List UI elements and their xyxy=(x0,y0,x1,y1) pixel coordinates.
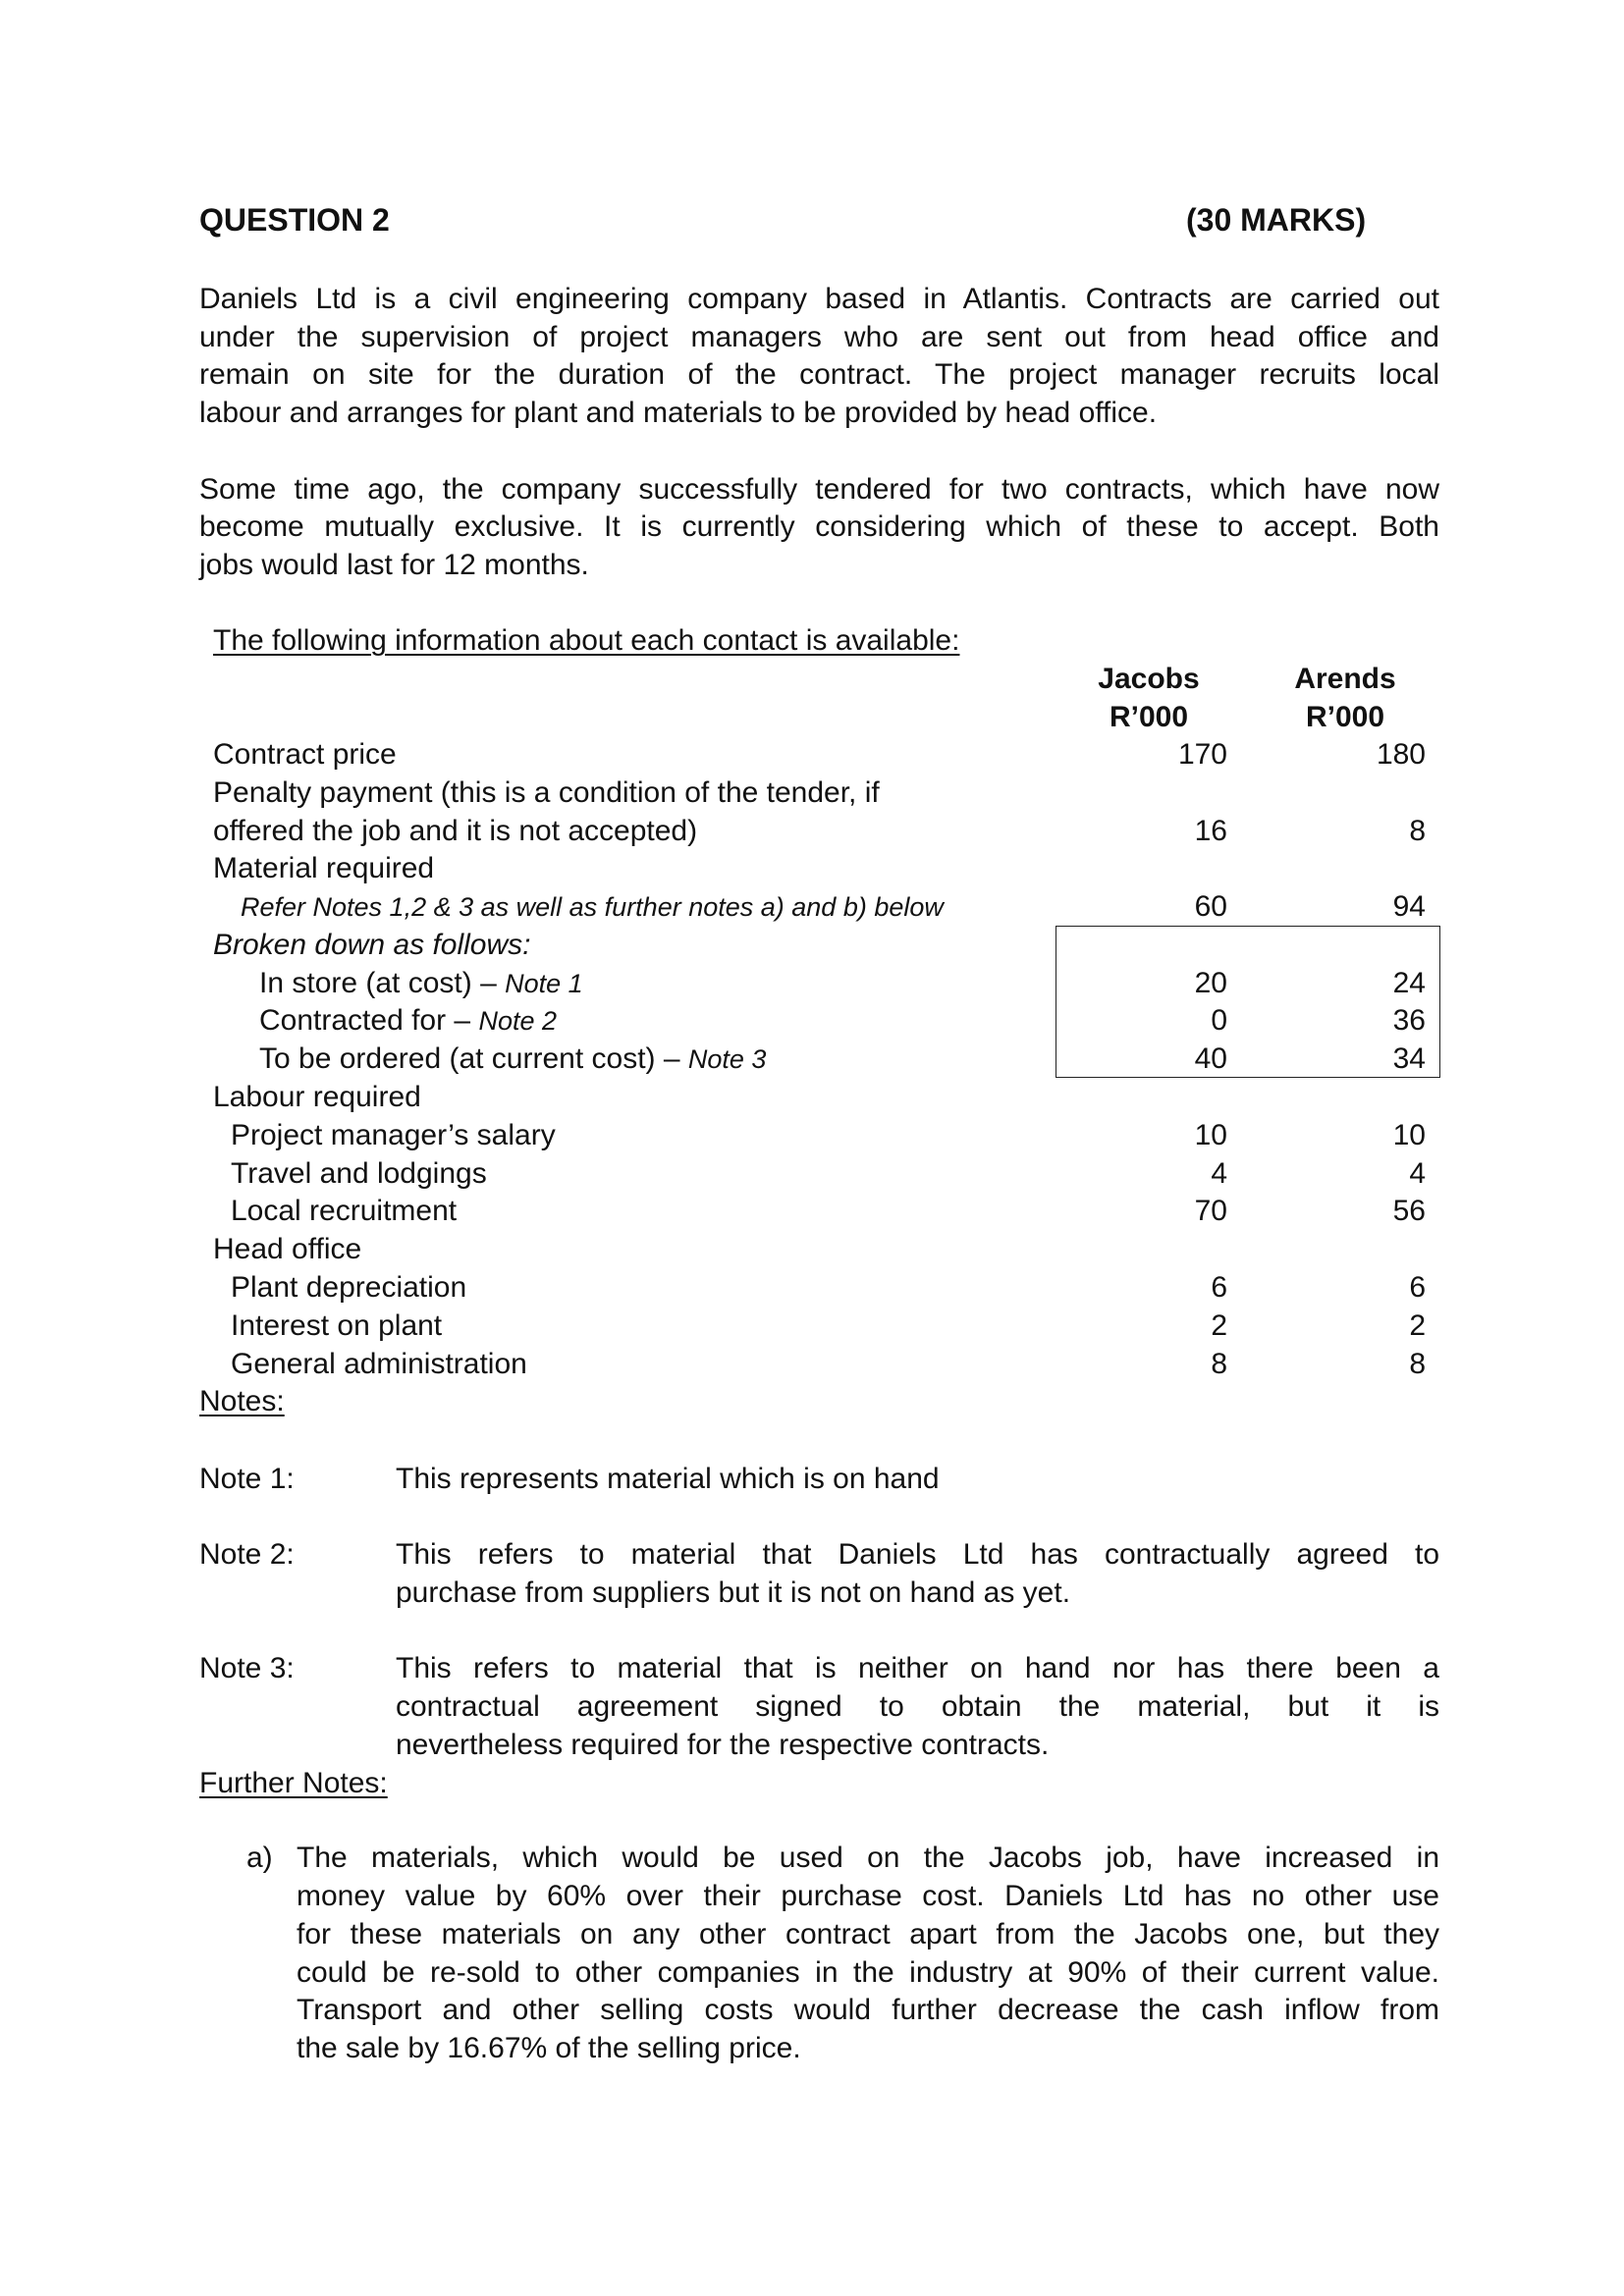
paragraph-line: labour and arranges for plant and materials to be provided by head office. xyxy=(199,397,1158,429)
row-label: Local recruitment xyxy=(231,1195,458,1227)
row-label: Contract price xyxy=(213,738,397,771)
row-label: Travel and lodgings xyxy=(231,1157,487,1190)
row-label: Penalty payment (this is a condition of the tender, if xyxy=(213,776,880,809)
further-note-text: for these materials on any other contract apart from the Jacobs one, but they xyxy=(297,1918,1439,1950)
note-text: This refers to material that Daniels Ltd has contractually agreed to xyxy=(396,1538,1439,1571)
note-reference: Note 2 xyxy=(478,1006,558,1036)
further-notes-heading: Further Notes: xyxy=(199,1767,388,1799)
further-note-text: could be re-sold to other companies in the industry at 90% of their current value. xyxy=(297,1956,1439,1989)
paragraph-line: Some time ago, the company successfully tendered for two contracts, which have now xyxy=(199,473,1439,506)
value-arends: 94 xyxy=(1392,890,1426,923)
note-text: nevertheless required for the respective contracts. xyxy=(396,1729,1050,1761)
value-jacobs: 8 xyxy=(1211,1348,1227,1380)
note-label: Note 3: xyxy=(199,1652,295,1684)
value-arends: 36 xyxy=(1392,1004,1426,1037)
value-arends: 2 xyxy=(1409,1309,1426,1342)
paragraph-line: become mutually exclusive. It is currently considering which of these to accept. Both xyxy=(199,510,1439,543)
value-jacobs: 40 xyxy=(1194,1042,1227,1075)
question-title: QUESTION 2 xyxy=(199,202,390,238)
value-arends: 8 xyxy=(1409,1348,1426,1380)
note-label: Note 2: xyxy=(199,1538,295,1571)
value-jacobs: 6 xyxy=(1211,1271,1227,1304)
row-label-text: In store (at cost) – xyxy=(259,967,506,999)
note-label: Note 1: xyxy=(199,1463,295,1495)
row-label: Plant depreciation xyxy=(231,1271,467,1304)
note-text: purchase from suppliers but it is not on hand as yet. xyxy=(396,1576,1071,1609)
further-note-text: the sale by 16.67% of the selling price. xyxy=(297,2032,801,2064)
note-text: This refers to material that is neither on hand nor has there been a xyxy=(396,1652,1439,1684)
row-label: Head office xyxy=(213,1233,362,1265)
row-label xyxy=(259,1041,766,1078)
note-text: contractual agreement signed to obtain the material, but it is xyxy=(396,1690,1439,1723)
value-jacobs: 10 xyxy=(1194,1119,1227,1151)
value-arends: 4 xyxy=(1409,1157,1426,1190)
row-label: offered the job and it is not accepted) xyxy=(213,815,698,847)
column-unit-arends: R’000 xyxy=(1305,701,1385,733)
column-unit-jacobs: R’000 xyxy=(1109,701,1189,733)
further-note-text: Transport and other selling costs would further decrease the cash inflow from xyxy=(297,1994,1439,2026)
value-arends: 34 xyxy=(1392,1042,1426,1075)
value-jacobs: 0 xyxy=(1211,1004,1227,1037)
value-jacobs: 2 xyxy=(1211,1309,1227,1342)
note-reference: Note 1 xyxy=(505,969,583,998)
row-label: Project manager’s salary xyxy=(231,1119,556,1151)
question-marks: (30 MARKS) xyxy=(1186,202,1367,238)
further-note-text: money value by 60% over their purchase cost. Daniels Ltd has no other use xyxy=(297,1880,1439,1912)
row-label: Labour required xyxy=(213,1081,421,1113)
value-arends: 8 xyxy=(1409,815,1426,847)
row-label: General administration xyxy=(231,1348,527,1380)
value-arends: 6 xyxy=(1409,1271,1426,1304)
value-arends: 180 xyxy=(1376,738,1426,771)
row-label xyxy=(259,965,583,1002)
row-label xyxy=(259,1002,557,1040)
value-arends: 10 xyxy=(1392,1119,1426,1151)
row-label-text: To be ordered (at current cost) – xyxy=(259,1042,688,1075)
note-reference: Note 3 xyxy=(687,1044,767,1074)
row-label-text: Contracted for – xyxy=(259,1004,479,1037)
table-intro: The following information about each contact is available: xyxy=(213,624,960,657)
paragraph-line: Daniels Ltd is a civil engineering company based in Atlantis. Contracts are carried out xyxy=(199,283,1439,315)
notes-heading: Notes: xyxy=(199,1385,285,1417)
value-arends: 56 xyxy=(1392,1195,1426,1227)
note-text: This represents material which is on hand xyxy=(396,1463,940,1495)
value-jacobs: 4 xyxy=(1211,1157,1227,1190)
column-header-jacobs: Jacobs xyxy=(1098,663,1200,695)
value-jacobs: 20 xyxy=(1194,967,1227,999)
paragraph-line: remain on site for the duration of the contract. The project manager recruits local xyxy=(199,358,1439,391)
value-jacobs: 70 xyxy=(1194,1195,1227,1227)
value-jacobs: 16 xyxy=(1194,815,1227,847)
value-arends: 24 xyxy=(1392,967,1426,999)
value-jacobs: 170 xyxy=(1177,738,1227,771)
row-label: Broken down as follows: xyxy=(213,929,531,961)
column-header-arends: Arends xyxy=(1294,663,1396,695)
paragraph-line: under the supervision of project managers who are sent out from head office and xyxy=(199,321,1439,353)
row-label: Material required xyxy=(213,852,435,884)
paragraph-line: jobs would last for 12 months. xyxy=(199,549,589,581)
further-note-text: The materials, which would be used on the Jacobs job, have increased in xyxy=(297,1842,1439,1874)
row-label: Refer Notes 1,2 & 3 as well as further notes a) and b) below xyxy=(241,892,944,922)
value-jacobs: 60 xyxy=(1194,890,1227,923)
row-label: Interest on plant xyxy=(231,1309,443,1342)
further-note-label: a) xyxy=(246,1842,273,1874)
